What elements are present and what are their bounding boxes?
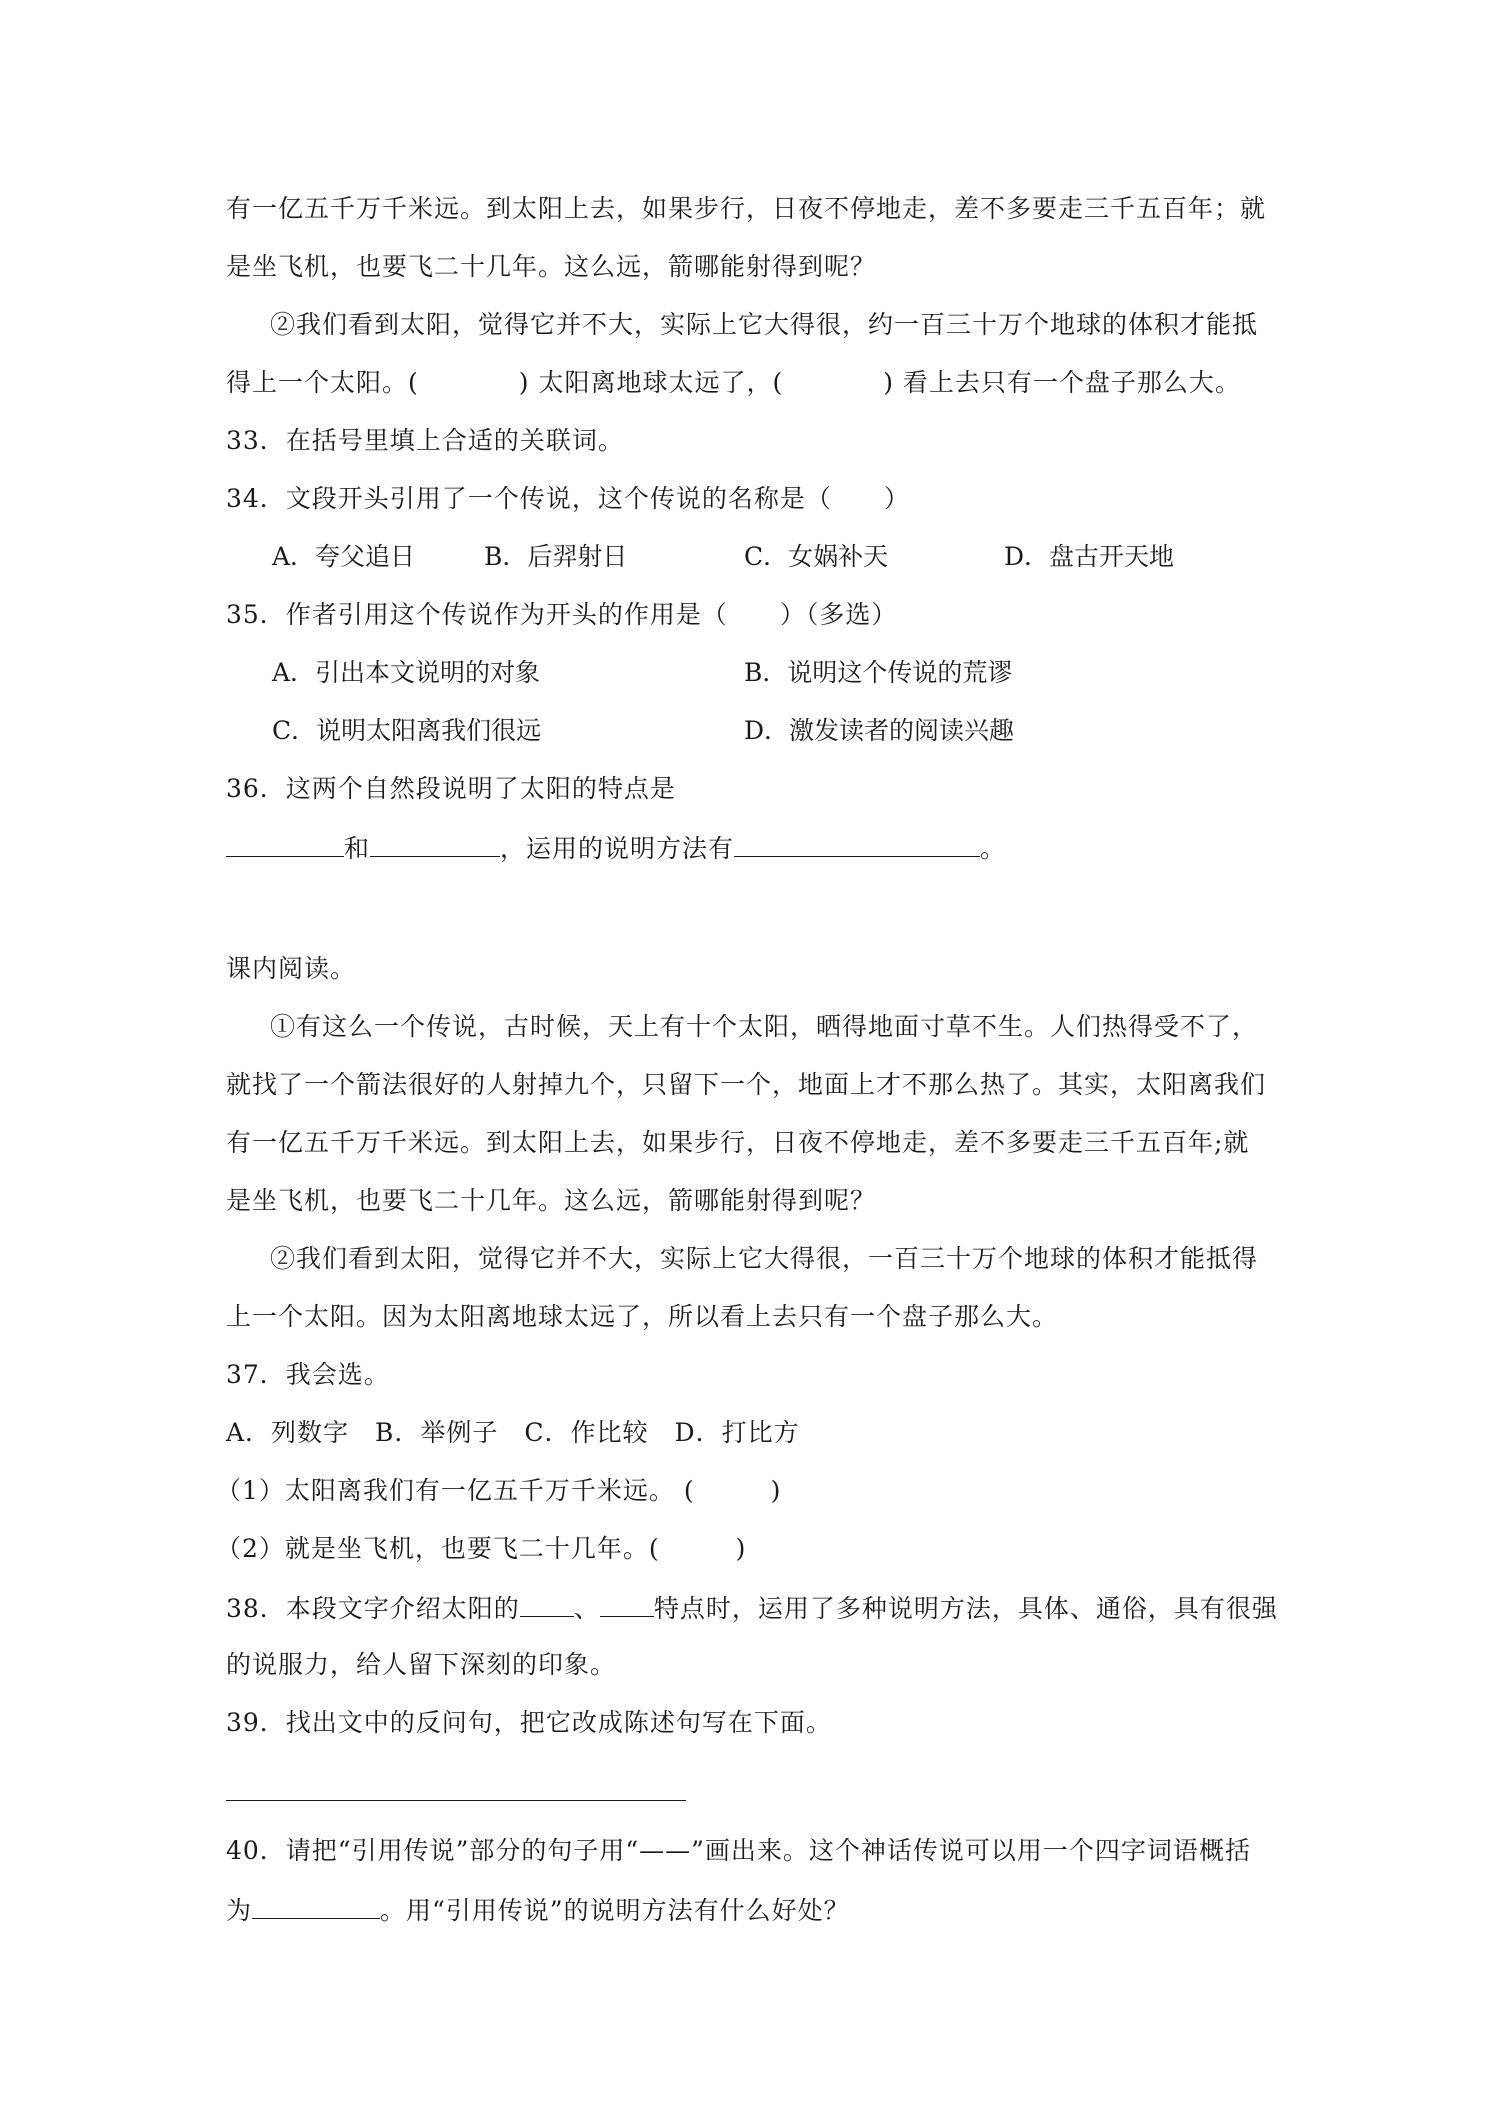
q35-option-b[interactable]: B．说明这个传说的荒谬 xyxy=(744,658,1013,687)
q38-text-a: 38．本段文字介绍太阳的 xyxy=(226,1594,520,1623)
passage1-line4 xyxy=(226,366,1276,400)
question-34-stem: 34．文段开头引用了一个传说，这个传说的名称是（ ） xyxy=(226,484,910,513)
passage1-line3: ②我们看到太阳，觉得它并不大，实际上它大得很，约一百三十万个地球的体积才能抵 xyxy=(270,310,1259,339)
question-36-answer-line xyxy=(226,830,1276,866)
question-33: 33．在括号里填上合适的关联词。 xyxy=(226,426,624,455)
question-38-line1 xyxy=(226,1590,1276,1626)
question-40-line2 xyxy=(226,1892,1276,1928)
q40-blank[interactable] xyxy=(252,1892,380,1919)
q34-option-c[interactable]: C．女娲补天 xyxy=(744,542,889,571)
q36-and: 和 xyxy=(344,834,371,863)
question-38-line2: 的说服力，给人留下深刻的印象。 xyxy=(226,1650,617,1679)
q36-blank-3[interactable] xyxy=(734,830,980,857)
q37-item-1-text: （1）太阳离我们有一亿五千万千米远。 ( xyxy=(216,1476,695,1505)
passage1-line4-part3: ) 看上去只有一个盘子那么大。 xyxy=(883,368,1241,397)
section2-p1-line1: ①有这么一个传说，古时候，天上有十个太阳，晒得地面寸草不生。人们热得受不了， xyxy=(270,1012,1259,1041)
section2-p1-line2: 就找了一个箭法很好的人射掉九个，只留下一个，地面上才不那么热了。其实，太阳离我们 xyxy=(226,1070,1267,1099)
q36-end: 。 xyxy=(980,834,1007,863)
question-35-stem: 35．作者引用这个传说作为开头的作用是（ ）（多选） xyxy=(226,600,898,629)
q40-text-a: 为 xyxy=(226,1896,253,1925)
question-36-stem: 36．这两个自然段说明了太阳的特点是 xyxy=(226,774,676,803)
q37-item-2-text: （2）就是坐飞机，也要飞二十几年。( xyxy=(216,1534,660,1563)
q36-blank-1[interactable] xyxy=(226,830,344,857)
q38-blank-1[interactable] xyxy=(520,1590,574,1617)
q37-item-1 xyxy=(216,1474,1266,1508)
question-39: 39．找出文中的反问句，把它改成陈述句写在下面。 xyxy=(226,1708,832,1737)
q34-option-d[interactable]: D．盘古开天地 xyxy=(1004,542,1175,571)
section2-p2-line1: ②我们看到太阳，觉得它并不大，实际上它大得很，一百三十万个地球的体积才能抵得 xyxy=(270,1244,1259,1273)
q34-option-a[interactable]: A．夸父追日 xyxy=(272,542,416,571)
question-40-line1: 40．请把“引用传说”部分的句子用“——”画出来。这个神话传说可以用一个四字词语概括 xyxy=(226,1836,1251,1865)
q40-text-b: 。用“引用传说”的说明方法有什么好处？ xyxy=(380,1896,850,1925)
q37-item-2 xyxy=(216,1532,1266,1566)
section2-p1-line3: 有一亿五千万千米远。到太阳上去，如果步行，日夜不停地走，差不多要走三千五百年;就 xyxy=(226,1128,1250,1157)
q36-method: ，运用的说明方法有 xyxy=(500,834,735,863)
passage1-line1: 有一亿五千万千米远。到太阳上去，如果步行，日夜不停地走，差不多要走三千五百年；就 xyxy=(226,194,1267,223)
q38-text-c: 特点时，运用了多种说明方法，具体、通俗，具有很强 xyxy=(653,1594,1278,1623)
q35-option-c[interactable]: C．说明太阳离我们很远 xyxy=(272,716,542,745)
section2-p1-line4: 是坐飞机，也要飞二十几年。这么远，箭哪能射得到呢？ xyxy=(226,1186,877,1215)
passage1-line4-part2: ) 太阳离地球太远了，( xyxy=(518,368,784,397)
section2-p2-line2: 上一个太阳。因为太阳离地球太远了，所以看上去只有一个盘子那么大。 xyxy=(226,1302,1059,1331)
q37-options: A．列数字 B．举例子 C．作比较 D．打比方 xyxy=(226,1418,800,1447)
q36-blank-2[interactable] xyxy=(370,830,500,857)
q38-blank-2[interactable] xyxy=(600,1590,654,1617)
q39-answer-line[interactable] xyxy=(226,1800,686,1801)
q34-option-b[interactable]: B．后羿射日 xyxy=(484,542,628,571)
q37-item-2-close: ) xyxy=(735,1534,747,1563)
q37-item-1-close: ) xyxy=(770,1476,782,1505)
section2-title: 课内阅读。 xyxy=(226,954,357,983)
q35-option-d[interactable]: D．激发读者的阅读兴趣 xyxy=(744,716,1015,745)
question-37-stem: 37．我会选。 xyxy=(226,1360,390,1389)
passage1-line4-part1: 得上一个太阳。( xyxy=(226,368,419,397)
passage1-line2: 是坐飞机，也要飞二十几年。这么远，箭哪能射得到呢？ xyxy=(226,252,877,281)
q38-text-b: 、 xyxy=(573,1594,600,1623)
q35-option-a[interactable]: A．引出本文说明的对象 xyxy=(272,658,541,687)
